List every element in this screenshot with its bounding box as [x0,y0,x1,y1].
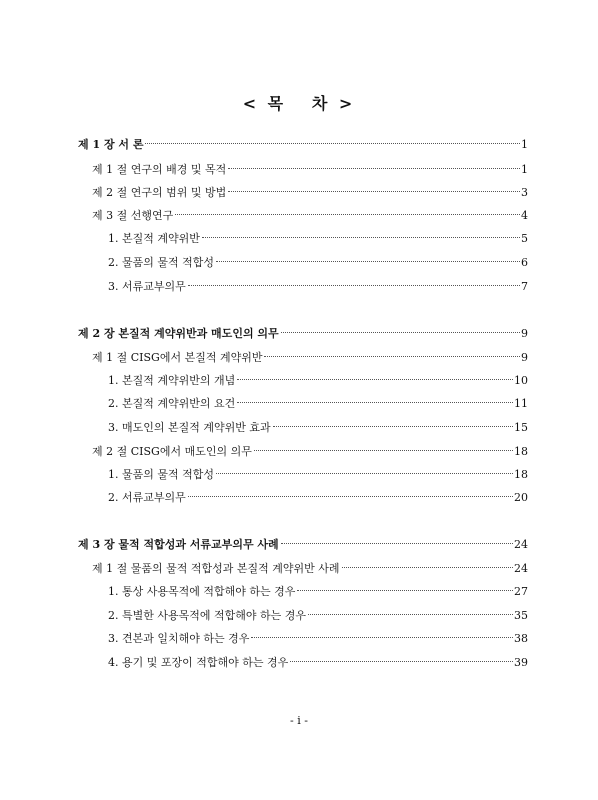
toc-entry-page: 1 [521,163,528,176]
toc-entry-label: 제 1 절 연구의 배경 및 목적 [92,163,227,176]
dot-leader [264,356,520,357]
toc-section-1-3 [92,208,528,224]
toc-entry-page: 24 [514,562,528,575]
toc-chapter-1 [78,137,528,153]
toc-entry-page: 35 [514,609,528,622]
toc-entry-label: 제 1 절 물품의 물적 적합성과 본질적 계약위반 사례 [92,562,340,575]
dot-leader [216,473,513,474]
toc-entry-page: 11 [514,397,528,410]
toc-item-1-3-2 [108,255,528,271]
dot-leader [290,661,513,662]
toc-entry-page: 38 [514,632,528,645]
toc-entry-page: 7 [521,280,528,293]
toc-section-1-2 [92,185,528,201]
dot-leader [145,143,520,144]
toc-item-3-1-1 [108,584,528,600]
toc-entry-page: 18 [514,445,528,458]
toc-entry-label: 제 2 장 본질적 계약위반과 매도인의 의무 [78,327,279,340]
toc-entry-label: 제 2 절 연구의 범위 및 방법 [92,186,227,199]
toc-entry-page: 9 [521,327,528,340]
toc-entry-page: 9 [521,351,528,364]
dot-leader [281,543,513,544]
dot-leader [251,637,513,638]
toc-entry-page: 15 [514,421,528,434]
toc-section-3-1 [92,561,528,577]
dot-leader [188,285,520,286]
toc-title: < 목 차 > [242,94,356,113]
toc-item-2-1-2 [108,396,528,412]
toc-entry-page: 24 [514,538,528,551]
toc-section-2-2 [92,444,528,460]
toc-entry-page: 1 [521,138,528,151]
dot-leader [254,450,513,451]
toc-entry-label: 1. 본질적 계약위반의 개념 [108,374,236,387]
dot-leader [281,332,520,333]
dot-leader [237,402,513,403]
toc-entry-label: 2. 물품의 물적 적합성 [108,256,214,269]
dot-leader [228,191,520,192]
toc-entry-label: 제 3 장 물적 적합성과 서류교부의무 사례 [78,538,279,551]
toc-entry-page: 6 [521,256,528,269]
toc-entry-label: 제 3 절 선행연구 [92,209,174,222]
toc-entry-label: 제 2 절 CISG에서 매도인의 의무 [92,445,252,458]
toc-entry-page: 39 [514,656,528,669]
toc-item-3-1-3 [108,631,528,647]
toc-entry-page: 3 [521,186,528,199]
toc-item-1-3-3 [108,279,528,295]
toc-entry-label: 2. 특별한 사용목적에 적합해야 하는 경우 [108,609,306,622]
toc-entry-label: 3. 견본과 일치해야 하는 경우 [108,632,250,645]
toc-item-1-3-1 [108,231,528,247]
toc-entry-label: 3. 매도인의 본질적 계약위반 효과 [108,421,271,434]
toc-chapter-3 [78,537,528,553]
toc-entry-page: 18 [514,468,528,481]
toc-entry-label: 제 1 절 CISG에서 본질적 계약위반 [92,351,263,364]
dot-leader [228,168,520,169]
toc-entry-page: 5 [521,232,528,245]
toc-entry-label: 4. 용기 및 포장이 적합해야 하는 경우 [108,656,289,669]
toc-item-2-2-1 [108,467,528,483]
dot-leader [188,496,513,497]
toc-entry-page: 4 [521,209,528,222]
dot-leader [297,590,513,591]
toc-entry-label: 1. 물품의 물적 적합성 [108,468,214,481]
toc-item-3-1-2 [108,608,528,624]
toc-item-3-1-4 [108,655,528,671]
toc-item-2-1-3 [108,420,528,436]
dot-leader [237,379,513,380]
toc-entry-label: 1. 통상 사용목적에 적합해야 하는 경우 [108,585,296,598]
dot-leader [273,426,513,427]
page-number-footer: - i - [290,714,308,727]
toc-entry-page: 27 [514,585,528,598]
toc-entry-label: 제 1 장 서 론 [78,138,144,151]
dot-leader [202,237,520,238]
dot-leader [175,214,520,215]
dot-leader [308,614,513,615]
toc-entry-label: 2. 본질적 계약위반의 요건 [108,397,236,410]
toc-item-2-1-1 [108,373,528,389]
toc-section-1-1 [92,162,528,178]
dot-leader [216,261,520,262]
toc-entry-label: 1. 본질적 계약위반 [108,232,200,245]
toc-entry-label: 2. 서류교부의무 [108,491,186,504]
toc-entry-page: 10 [514,374,528,387]
toc-section-2-1 [92,350,528,366]
toc-entry-page: 20 [514,491,528,504]
dot-leader [342,567,514,568]
toc-item-2-2-2 [108,490,528,506]
toc-chapter-2 [78,326,528,342]
toc-entry-label: 3. 서류교부의무 [108,280,186,293]
